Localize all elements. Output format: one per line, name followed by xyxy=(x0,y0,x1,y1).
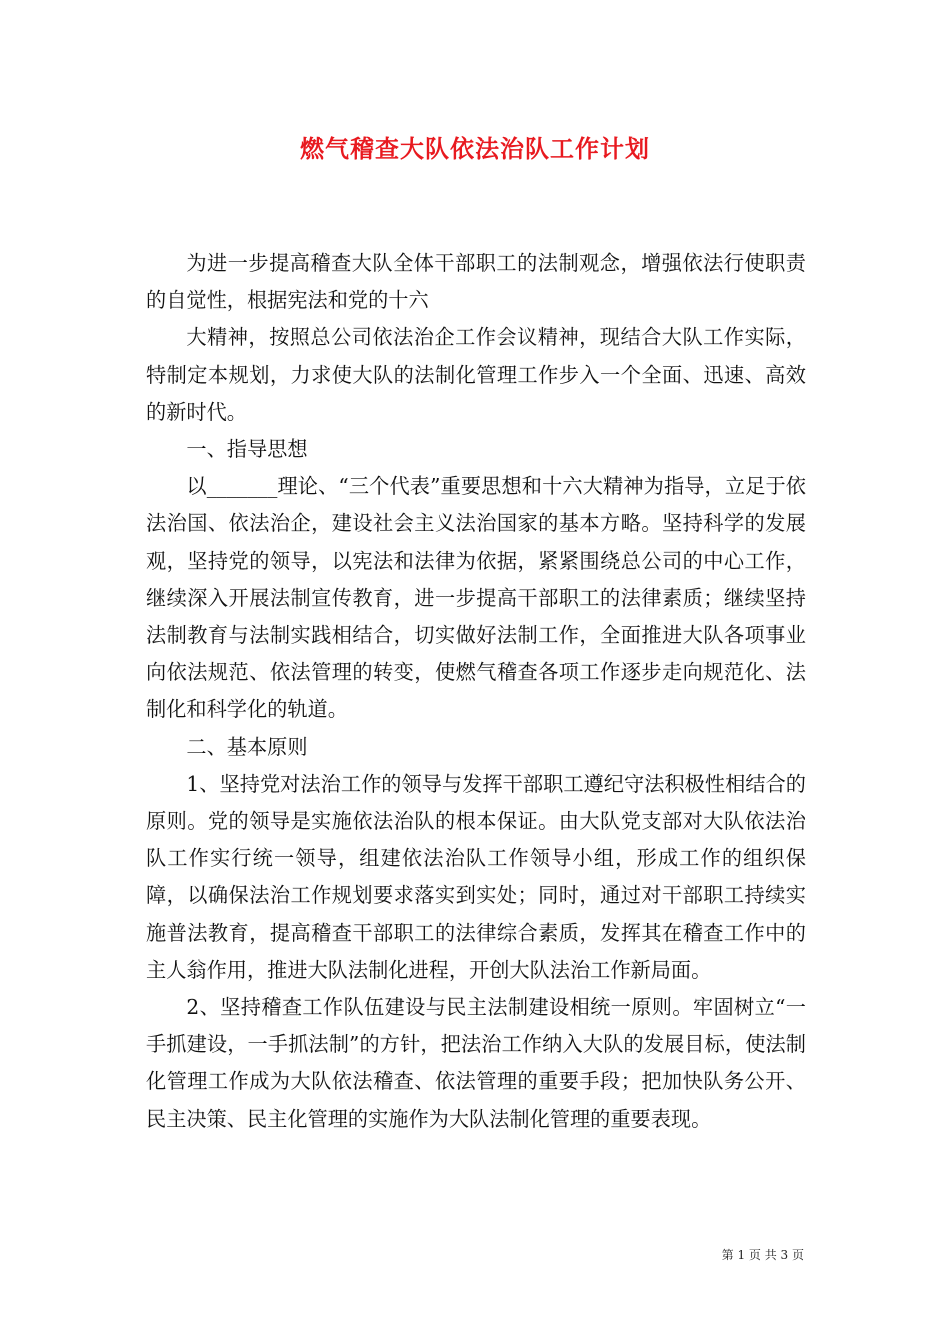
document-body xyxy=(146,245,806,1138)
page-number: 第 1 页 共 3 页 xyxy=(721,1248,804,1262)
paragraph-principle-2: 2、坚持稽查工作队伍建设与民主法制建设相统一原则。牢固树立“一手抓建设，一手抓法制”的方针，把法治工作纳入大队的发展目标，使法制化管理工作成为大队依法稽查、依法管理的重要手段；把加快队务公开、民主决策、民主化管理的实施作为大队法制化管理的重要表现。 xyxy=(146,995,806,1131)
paragraph-intro-2: 大精神，按照总公司依法治企工作会议精神，现结合大队工作实际，特制定本规划，力求使大队的法制化管理工作步入一个全面、迅速、高效的新时代。 xyxy=(146,325,806,424)
section-heading-guiding-thought: 一、指导思想 xyxy=(186,437,308,462)
paragraph-principle-1: 1、坚持党对法治工作的领导与发挥干部职工遵纪守法积极性相结合的原则。党的领导是实施依法治队的根本保证。由大队党支部对大队依法治队工作实行统一领导，组建依法治队工作领导小组，形成工作的组织保障，以确保法治工作规划要求落实到实处；同时，通过对干部职工持续实施普法教育，提高稽查干部职工的法律综合素质，发挥其在稽查工作中的主人翁作用，推进大队法制化进程，开创大队法治工作新局面。 xyxy=(146,771,806,982)
section-heading-basic-principles: 二、基本原则 xyxy=(186,734,308,759)
paragraph-guiding-thought: 以_______理论、“三个代表”重要思想和十六大精神为指导，立足于依法治国、依法治企，建设社会主义法治国家的基本方略。坚持科学的发展观，坚持党的领导，以宪法和法律为依据，紧紧围绕总公司的中心工作，继续深入开展法制宣传教育，进一步提高干部职工的法律素质；继续坚持法制教育与法制实践相结合，切实做好法制工作，全面推进大队各项事业向依法规范、依法管理的转变，使燃气稽查各项工作逐步走向规范化、法制化和科学化的轨道。 xyxy=(146,474,806,722)
paragraph-intro-1: 为进一步提高稽查大队全体干部职工的法制观念，增强依法行使职责的自觉性，根据宪法和党的十六 xyxy=(146,251,806,313)
document-title: 燃气稽查大队依法治队工作计划 xyxy=(300,134,650,163)
